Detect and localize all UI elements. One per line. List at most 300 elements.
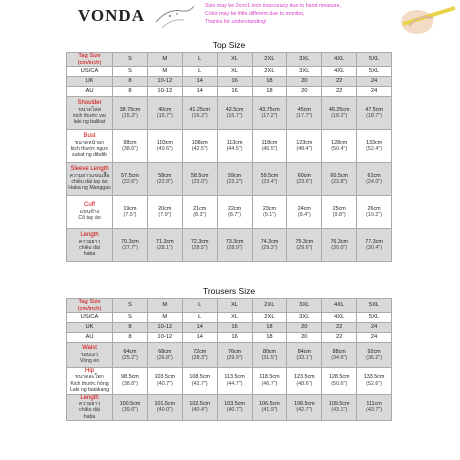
size-header: 5XL bbox=[357, 299, 392, 313]
table-cell: 16 bbox=[217, 323, 252, 333]
cm-value: 111cm bbox=[366, 401, 382, 408]
table-cell bbox=[182, 229, 217, 262]
inch-value: (8.3") bbox=[193, 212, 207, 218]
size-header: 2XL bbox=[252, 299, 287, 313]
table-row bbox=[67, 313, 392, 323]
table-cell bbox=[217, 163, 252, 196]
table-row bbox=[67, 87, 392, 97]
table-cell bbox=[322, 343, 357, 368]
cm-value: 42.5cm bbox=[225, 106, 244, 113]
table-cell bbox=[113, 229, 148, 262]
inch-value: (16.7") bbox=[226, 113, 243, 119]
length-label bbox=[67, 229, 113, 262]
inch-value: (46.5") bbox=[261, 146, 278, 152]
table-cell: 20 bbox=[287, 333, 322, 343]
table-cell: L bbox=[182, 67, 217, 77]
table-cell: 8 bbox=[113, 87, 148, 97]
table-cell: 8 bbox=[113, 77, 148, 87]
table-cell: 14 bbox=[182, 333, 217, 343]
inch-value: (44.7") bbox=[226, 380, 243, 387]
table-cell bbox=[322, 229, 357, 262]
measure-translation: chiều dài tay áo bbox=[71, 179, 108, 185]
table-row bbox=[67, 323, 392, 333]
table-row bbox=[67, 343, 392, 368]
cm-value: 71.3cm bbox=[155, 238, 174, 245]
table-cell bbox=[322, 368, 357, 395]
table-row bbox=[67, 77, 392, 87]
measure-translation: Vòng eo bbox=[79, 358, 100, 365]
measure-name: Hip bbox=[84, 368, 94, 374]
cm-value: 43.75cm bbox=[259, 106, 280, 113]
inch-value: (28.1") bbox=[156, 245, 173, 251]
cm-value: 76cm bbox=[227, 348, 242, 355]
size-header: XL bbox=[217, 53, 252, 67]
table-cell bbox=[217, 368, 252, 395]
table-cell bbox=[217, 343, 252, 368]
cm-value: 106.5cm bbox=[259, 401, 280, 408]
inch-value: (42.5") bbox=[191, 146, 208, 152]
measure-translation: chiều dài bbox=[79, 407, 100, 414]
size-header: M bbox=[147, 53, 182, 67]
cm-value: 133cm bbox=[365, 139, 383, 146]
table-cell bbox=[322, 394, 357, 421]
cm-value: 128cm bbox=[331, 139, 348, 146]
bust-label bbox=[67, 130, 113, 163]
size-header: 4XL bbox=[322, 299, 357, 313]
inch-value: (9.1") bbox=[262, 212, 276, 218]
sleeve-length-label bbox=[67, 163, 113, 196]
table-cell: M bbox=[147, 67, 182, 77]
cm-value: 109.5cm bbox=[328, 401, 350, 408]
inch-value: (25.2") bbox=[121, 355, 138, 361]
table-cell bbox=[252, 229, 287, 262]
inch-value: (50.6") bbox=[331, 380, 348, 387]
table-cell: 10-12 bbox=[147, 323, 182, 333]
table-cell bbox=[113, 97, 148, 130]
table-cell bbox=[357, 163, 392, 196]
table-cell bbox=[217, 196, 252, 229]
table-cell: 18 bbox=[252, 77, 287, 87]
table-row bbox=[67, 163, 392, 196]
table-cell bbox=[252, 394, 287, 421]
table-cell bbox=[113, 368, 148, 395]
trousers-size-title: Trousers Size bbox=[202, 286, 256, 296]
cm-value: 21cm bbox=[193, 205, 207, 212]
hip-label bbox=[67, 368, 113, 395]
table-cell bbox=[322, 97, 357, 130]
table-cell bbox=[287, 163, 322, 196]
uk-label: UK bbox=[67, 77, 113, 87]
cm-value: 103.5cm bbox=[154, 374, 176, 381]
inch-value: (38.8") bbox=[121, 380, 138, 387]
inch-value: (34.6") bbox=[331, 355, 348, 361]
size-header: 4XL bbox=[322, 53, 357, 67]
table-cell: 5XL bbox=[357, 313, 392, 323]
table-cell bbox=[182, 163, 217, 196]
cm-value: 113.5cm bbox=[224, 374, 245, 381]
cm-value: 19cm bbox=[123, 205, 137, 212]
cm-value: 47.5cm bbox=[365, 106, 383, 113]
au-label: AU bbox=[67, 87, 113, 97]
table-cell: S bbox=[113, 313, 148, 323]
cm-value: 22cm bbox=[227, 205, 242, 212]
cm-value: 108.5cm bbox=[189, 374, 211, 381]
table-cell bbox=[182, 394, 217, 421]
inch-value: (29.6") bbox=[296, 245, 313, 251]
cm-value: 123.5cm bbox=[293, 374, 315, 381]
cm-value: 60.5cm bbox=[330, 172, 349, 179]
cm-value: 92cm bbox=[367, 348, 381, 355]
cm-value: 123cm bbox=[296, 139, 313, 146]
measure-translation: haba bbox=[83, 413, 96, 420]
inch-value: (29.9") bbox=[226, 355, 243, 361]
cm-value: 59cm bbox=[227, 172, 242, 179]
table-row bbox=[67, 97, 392, 130]
table-cell bbox=[147, 368, 182, 395]
table-cell: 20 bbox=[287, 87, 322, 97]
table-cell: 8 bbox=[113, 323, 148, 333]
table-cell: 3XL bbox=[287, 313, 322, 323]
inch-value: (10.2") bbox=[366, 212, 383, 218]
measure-translation: haba bbox=[83, 251, 96, 258]
table-cell bbox=[252, 343, 287, 368]
measure-name: Waist bbox=[82, 345, 97, 352]
inch-value: (31.5") bbox=[261, 355, 278, 361]
measure-translation: sukat ng dibdib bbox=[72, 152, 107, 159]
inch-value: (9.8") bbox=[332, 212, 346, 218]
table-cell bbox=[322, 196, 357, 229]
table-cell: 22 bbox=[322, 323, 357, 333]
inch-value: (52.4") bbox=[366, 146, 383, 152]
measure-translation: Laki ng balakang bbox=[69, 387, 110, 394]
uk-label: UK bbox=[67, 323, 113, 333]
inch-value: (42.7") bbox=[296, 407, 313, 414]
table-cell bbox=[217, 130, 252, 163]
table-cell bbox=[322, 130, 357, 163]
measure-translation: kich thước ngực bbox=[70, 146, 109, 152]
inch-value: (44.5") bbox=[226, 146, 243, 152]
table-cell: 2XL bbox=[252, 313, 287, 323]
table-cell bbox=[217, 97, 252, 130]
measure-name: Sleeve Length bbox=[70, 166, 109, 173]
table-cell bbox=[147, 97, 182, 130]
inch-value: (29.3") bbox=[261, 245, 278, 251]
cm-value: 76.3cm bbox=[330, 238, 349, 245]
table-cell: 8 bbox=[113, 333, 148, 343]
cm-value: 77.3cm bbox=[365, 238, 383, 245]
table-cell bbox=[287, 394, 322, 421]
table-cell: 10-12 bbox=[147, 333, 182, 343]
table-cell bbox=[357, 196, 392, 229]
cuff-label bbox=[67, 196, 113, 229]
cm-value: 24cm bbox=[297, 205, 311, 212]
cm-value: 40cm bbox=[158, 106, 172, 113]
measure-name: Length bbox=[80, 394, 99, 401]
measure-translation: รอบเอว bbox=[81, 351, 98, 358]
table-cell bbox=[287, 229, 322, 262]
inch-value: (7.9") bbox=[158, 212, 172, 218]
cm-value: 38.75cm bbox=[119, 106, 141, 113]
inch-value: (38.6") bbox=[121, 146, 138, 152]
length-label bbox=[67, 394, 113, 421]
cm-value: 84cm bbox=[297, 348, 311, 355]
measure-translation: chiều dài bbox=[79, 245, 100, 251]
size-header: M bbox=[147, 299, 182, 313]
tag-size-label: Tag Size (cm/inch) bbox=[67, 53, 113, 67]
cm-value: 102.5cm bbox=[189, 401, 211, 408]
table-cell: 14 bbox=[182, 323, 217, 333]
cm-value: 80cm bbox=[262, 348, 277, 355]
inch-value: (16.2") bbox=[191, 113, 208, 119]
table-cell: 18 bbox=[252, 323, 287, 333]
table-row bbox=[67, 53, 392, 67]
size-header: S bbox=[113, 299, 148, 313]
inch-value: (17.2") bbox=[261, 113, 278, 119]
cm-value: 118.5cm bbox=[259, 374, 280, 381]
table-cell: 10-12 bbox=[147, 77, 182, 87]
table-cell bbox=[287, 343, 322, 368]
inch-value: (28.5") bbox=[191, 245, 208, 251]
table-cell bbox=[113, 394, 148, 421]
cm-value: 41.25cm bbox=[189, 106, 211, 113]
table-cell bbox=[147, 394, 182, 421]
measure-translation: Kich thước hông bbox=[70, 380, 109, 387]
inch-value: (9.4") bbox=[297, 212, 311, 218]
inch-value: (23.6") bbox=[296, 179, 313, 185]
measure-name: Bust bbox=[83, 133, 96, 140]
inch-value: (17.7") bbox=[296, 113, 313, 119]
top-size-title: Top Size bbox=[212, 40, 246, 50]
inch-value: (42.7") bbox=[191, 380, 208, 387]
notice-line: Size may be 2cm/1 inch inaccuracy due to hand measure, bbox=[205, 3, 342, 9]
measure-translation: ขนาดสะโพก bbox=[75, 374, 104, 381]
table-cell bbox=[322, 163, 357, 196]
table-cell bbox=[252, 163, 287, 196]
measure-translation: Cổ tay áo bbox=[78, 215, 101, 222]
cm-value: 100.5cm bbox=[119, 401, 141, 408]
cm-value: 72cm bbox=[193, 348, 207, 355]
inch-value: (28.3") bbox=[191, 355, 208, 361]
size-header: L bbox=[182, 53, 217, 67]
inch-value: (22.8") bbox=[156, 179, 173, 185]
table-cell: 16 bbox=[217, 333, 252, 343]
table-cell: 24 bbox=[357, 323, 392, 333]
table-cell bbox=[287, 97, 322, 130]
measure-translation: kich thước vai bbox=[73, 113, 106, 119]
inch-value: (18.7") bbox=[366, 113, 383, 119]
cm-value: 64cm bbox=[123, 348, 137, 355]
inch-value: (39.6") bbox=[121, 407, 138, 414]
table-cell: 3XL bbox=[287, 67, 322, 77]
table-cell: XL bbox=[217, 67, 252, 77]
cm-value: 103cm bbox=[156, 139, 173, 146]
inch-value: (40.4") bbox=[191, 407, 208, 414]
cm-value: 45cm bbox=[297, 106, 311, 113]
tag-size-label: Tag Size (cm/inch) bbox=[67, 299, 113, 313]
table-cell: 14 bbox=[182, 87, 217, 97]
inch-value: (7.5") bbox=[123, 212, 137, 218]
table-cell bbox=[252, 196, 287, 229]
notice-line: Thanks for understanding! bbox=[205, 19, 267, 25]
inch-value: (43.7") bbox=[366, 407, 383, 414]
inch-value: (15.7") bbox=[156, 113, 173, 119]
table-cell: 20 bbox=[287, 77, 322, 87]
table-cell bbox=[357, 394, 392, 421]
inch-value: (46.7") bbox=[261, 380, 278, 387]
inch-value: (30.0") bbox=[331, 245, 348, 251]
table-cell: 18 bbox=[252, 87, 287, 97]
measure-translation: ขนาดหน้าอก bbox=[74, 139, 105, 146]
cm-value: 26cm bbox=[367, 205, 381, 212]
table-row bbox=[67, 368, 392, 395]
inch-value: (36.2") bbox=[366, 355, 383, 361]
table-cell bbox=[147, 196, 182, 229]
table-row bbox=[67, 333, 392, 343]
table-cell bbox=[252, 130, 287, 163]
table-cell: 2XL bbox=[252, 67, 287, 77]
cm-value: 61cm bbox=[367, 172, 381, 179]
cm-value: 72.3cm bbox=[190, 238, 209, 245]
table-cell bbox=[182, 343, 217, 368]
cm-value: 98cm bbox=[123, 139, 137, 146]
table-cell bbox=[357, 343, 392, 368]
table-cell bbox=[182, 368, 217, 395]
cm-value: 57.5cm bbox=[121, 172, 139, 179]
size-header: 5XL bbox=[357, 53, 392, 67]
table-cell: S bbox=[113, 67, 148, 77]
inch-value: (41.9") bbox=[261, 407, 278, 414]
measure-translation: ความยาว bbox=[78, 401, 101, 408]
size-notice bbox=[205, 2, 341, 26]
table-cell: 4XL bbox=[322, 67, 357, 77]
table-cell bbox=[217, 394, 252, 421]
size-header: 2XL bbox=[252, 53, 287, 67]
brand-logo: VONDA bbox=[78, 6, 145, 25]
cm-value: 133.5cm bbox=[363, 374, 385, 381]
table-row bbox=[67, 67, 392, 77]
cm-value: 98.5cm bbox=[121, 374, 139, 381]
table-row bbox=[67, 229, 392, 262]
inch-value: (52.6") bbox=[366, 380, 383, 387]
measure-translation: Haba ng Manggas bbox=[68, 185, 111, 192]
inch-value: (22.6") bbox=[121, 179, 138, 185]
inch-value: (33.1") bbox=[296, 355, 313, 361]
table-cell bbox=[357, 130, 392, 163]
table-row bbox=[67, 196, 392, 229]
table-cell: 10-12 bbox=[147, 87, 182, 97]
measure-translation: ความยาวแขนเสื้อ bbox=[69, 172, 110, 179]
measure-translation: ขนาดไหล่ bbox=[78, 106, 101, 113]
sketch-shoes-illustration-icon bbox=[150, 2, 200, 38]
measure-name: Length bbox=[80, 232, 99, 239]
inch-value: (23.8") bbox=[331, 179, 348, 185]
cm-value: 20cm bbox=[158, 205, 172, 212]
inch-value: (40.0") bbox=[156, 407, 173, 414]
cm-value: 58cm bbox=[158, 172, 172, 179]
table-cell: 22 bbox=[322, 87, 357, 97]
size-header: 3XL bbox=[287, 299, 322, 313]
top-size-table bbox=[66, 52, 392, 262]
table-cell: 18 bbox=[252, 333, 287, 343]
inch-value: (48.6") bbox=[296, 380, 313, 387]
cm-value: 118cm bbox=[261, 139, 278, 146]
table-cell: 16 bbox=[217, 87, 252, 97]
inch-value: (50.4") bbox=[331, 146, 348, 152]
table-cell bbox=[357, 368, 392, 395]
table-cell: 20 bbox=[287, 323, 322, 333]
table-cell: 4XL bbox=[322, 313, 357, 323]
cm-value: 68cm bbox=[158, 348, 172, 355]
cm-value: 113cm bbox=[226, 139, 243, 146]
table-cell bbox=[252, 97, 287, 130]
measure-translation: แขนข้าง bbox=[79, 208, 100, 215]
table-cell: L bbox=[182, 313, 217, 323]
au-label: AU bbox=[67, 333, 113, 343]
measure-name: Shoulder bbox=[77, 100, 102, 107]
cm-value: 101.5cm bbox=[154, 401, 176, 408]
table-cell bbox=[357, 97, 392, 130]
inch-value: (28.9") bbox=[226, 245, 243, 251]
us-label: US/CA bbox=[67, 313, 113, 323]
inch-value: (23.2") bbox=[226, 179, 243, 185]
cm-value: 73.3cm bbox=[225, 238, 244, 245]
table-cell bbox=[182, 130, 217, 163]
size-header: L bbox=[182, 299, 217, 313]
inch-value: (43.1") bbox=[331, 407, 348, 414]
table-cell: 24 bbox=[357, 77, 392, 87]
waist-label bbox=[67, 343, 113, 368]
notice-line: Color may be little different due to monitor, bbox=[205, 11, 305, 17]
size-header: 3XL bbox=[287, 53, 322, 67]
inch-value: (40.7") bbox=[156, 380, 173, 387]
trousers-size-table bbox=[66, 298, 392, 421]
size-header: XL bbox=[217, 299, 252, 313]
inch-value: (48.4") bbox=[296, 146, 313, 152]
table-cell bbox=[113, 130, 148, 163]
table-cell bbox=[287, 130, 322, 163]
inch-value: (40.7") bbox=[226, 407, 243, 414]
table-cell: 5XL bbox=[357, 67, 392, 77]
size-header: S bbox=[113, 53, 148, 67]
cm-value: 59.5cm bbox=[260, 172, 279, 179]
cm-value: 103.5cm bbox=[224, 401, 245, 408]
cm-value: 25cm bbox=[332, 205, 346, 212]
table-cell bbox=[217, 229, 252, 262]
inch-value: (18.2") bbox=[331, 113, 348, 119]
inch-value: (27.7") bbox=[121, 245, 138, 251]
table-cell: 24 bbox=[357, 333, 392, 343]
table-cell: 22 bbox=[322, 77, 357, 87]
table-cell: XL bbox=[217, 313, 252, 323]
table-cell bbox=[147, 229, 182, 262]
cm-value: 128.5cm bbox=[328, 374, 350, 381]
cm-value: 88cm bbox=[332, 348, 346, 355]
inch-value: (23.4") bbox=[261, 179, 278, 185]
table-cell: 14 bbox=[182, 77, 217, 87]
inch-value: (30.4") bbox=[366, 245, 383, 251]
table-cell bbox=[182, 97, 217, 130]
inch-value: (26.8") bbox=[156, 355, 173, 361]
table-cell bbox=[287, 368, 322, 395]
cm-value: 74.3cm bbox=[260, 238, 279, 245]
table-cell bbox=[113, 163, 148, 196]
us-label: US/CA bbox=[67, 67, 113, 77]
inch-value: (24.0") bbox=[366, 179, 383, 185]
measure-name: Cuff bbox=[84, 202, 95, 209]
cm-value: 108cm bbox=[191, 139, 208, 146]
shoulder-label bbox=[67, 97, 113, 130]
cm-value: 108.5cm bbox=[293, 401, 315, 408]
